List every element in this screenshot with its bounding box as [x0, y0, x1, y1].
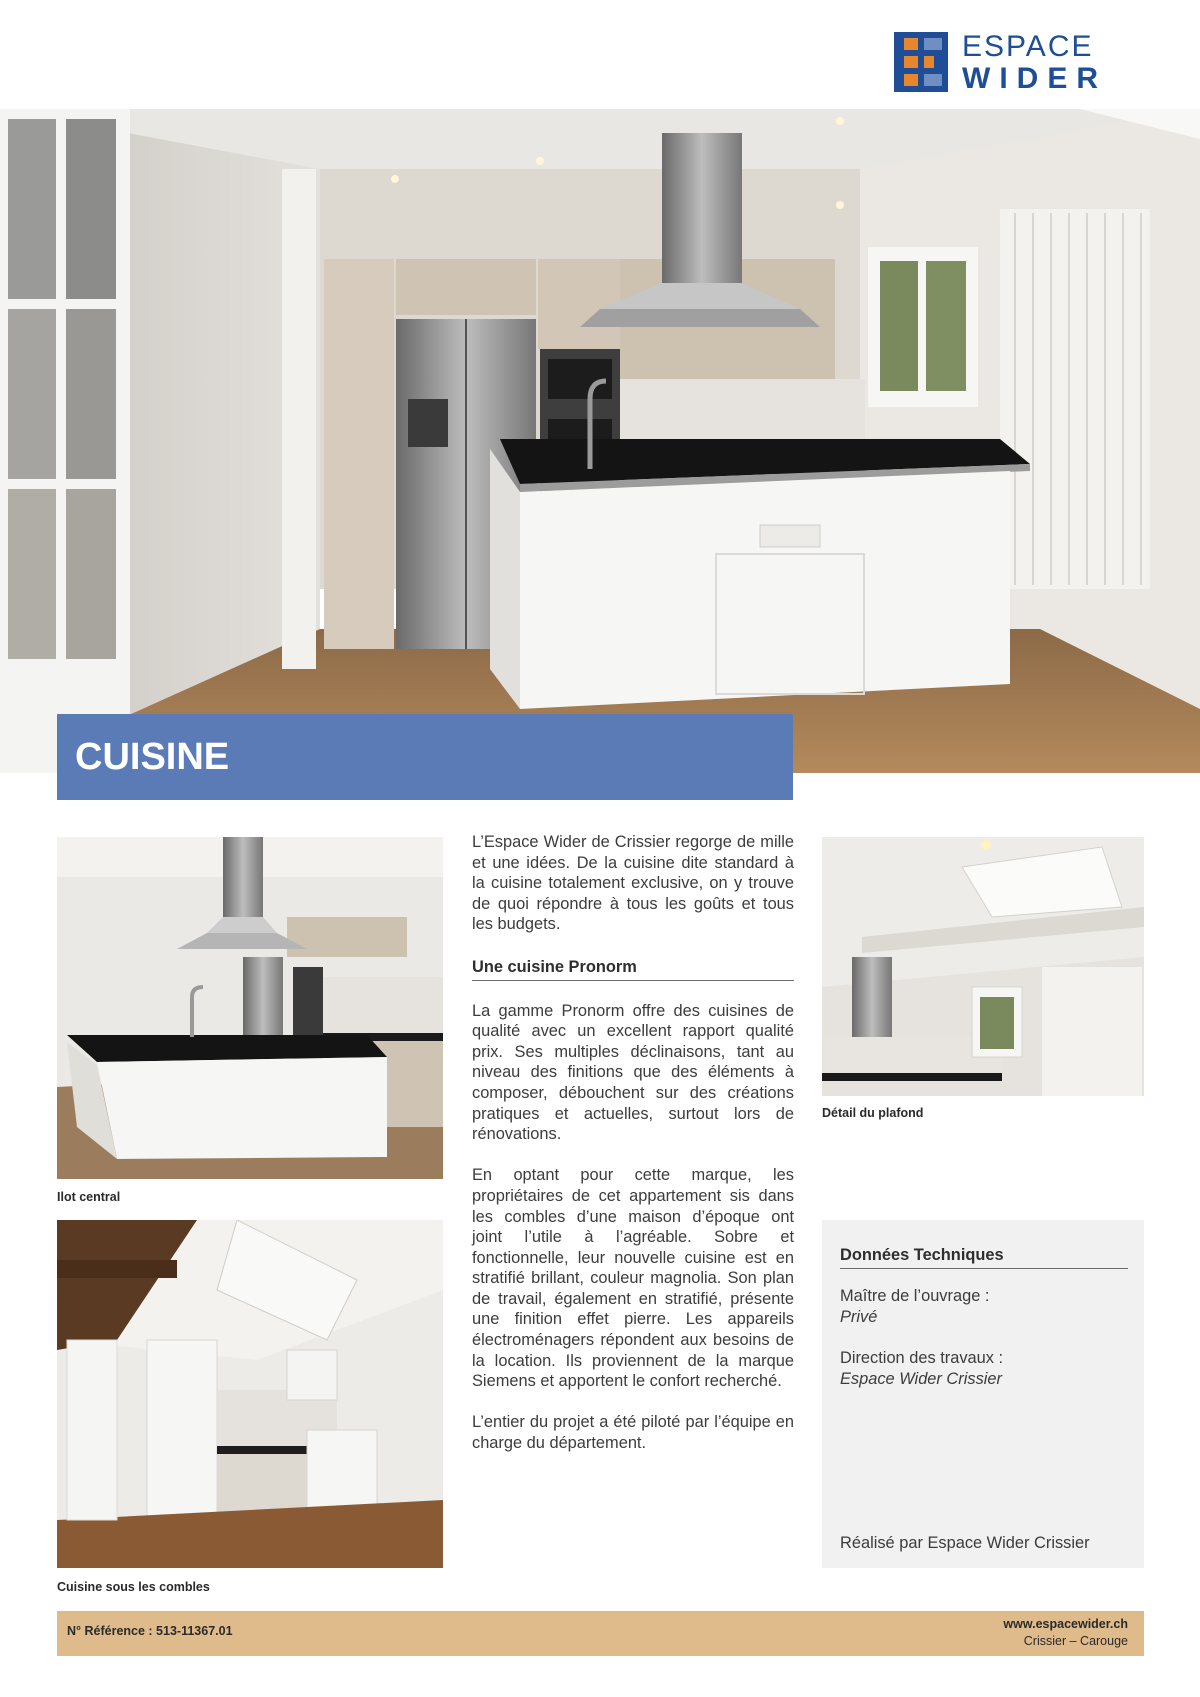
tech-realised-by: Réalisé par Espace Wider Crissier: [840, 1534, 1090, 1552]
photo-detail-plafond: [822, 837, 1144, 1096]
tech-direction: [840, 1348, 1003, 1389]
technical-data-box: [822, 1220, 1144, 1568]
title-banner: [57, 714, 793, 800]
locations: Crissier – Carouge: [1023, 1634, 1128, 1648]
tech-heading: Données Techniques: [840, 1246, 1128, 1269]
caption-ilot-central: Ilot central: [57, 1190, 121, 1204]
tech-owner-label: Maître de l’ouvrage :: [840, 1287, 990, 1305]
attic-kitchen-photo-icon: [57, 1220, 443, 1568]
paragraph-1: La gamme Pronorm offre des cuisines de qualité avec un excellent rapport qualité prix. Ses multiples déclinaisons, tant au niveau des finitions que des éléments à composer, débouchent sur des créations pratiques et actuelles, surtout lors de rénovations.: [472, 1001, 794, 1144]
paragraph-2: En optant pour cette marque, les propriétaires de cet appartement sis dans les combles d’une maison d’époque ont joint l’utile à l’agréable. Sobre et fonctionnelle, leur nouvelle cuisine est en stratifié brillant, couleur magnolia. Son plan de travail, également en stratifié, présente une finition effet pierre. Les appareils électroménagers répondent aux besoins de la location. Ils proviennent de la marque Siemens et apportent le confort recherché.: [472, 1166, 794, 1391]
caption-cuisine-combles: Cuisine sous les combles: [57, 1580, 210, 1594]
caption-detail-plafond: Détail du plafond: [822, 1106, 924, 1120]
intro-paragraph: L’Espace Wider de Crissier regorge de mille et une idées. De la cuisine dite standard à la cuisine totalement exclusive, on y trouve de quoi répondre à tous les goûts et tous les budgets.: [472, 833, 794, 934]
section-heading: Une cuisine Pronorm: [472, 956, 794, 981]
kitchen-photo-icon: [0, 109, 1200, 773]
logo-wordmark: [962, 32, 1107, 94]
paragraph-3: L’entier du projet a été piloté par l’équipe en charge du département.: [472, 1413, 794, 1453]
kitchen-island-photo-icon: [57, 837, 443, 1179]
photo-cuisine-combles: [57, 1220, 443, 1568]
logo-line-espace: ESPACE: [962, 30, 1094, 63]
page-title: CUISINE: [75, 736, 230, 778]
hero-kitchen-photo: [0, 109, 1200, 773]
website-link[interactable]: www.espacewider.ch: [1003, 1617, 1128, 1631]
tech-direction-value: Espace Wider Crissier: [840, 1369, 1002, 1388]
logo-line-wider: WIDER: [962, 62, 1107, 95]
tech-owner-value: Privé: [840, 1307, 878, 1326]
photo-ilot-central: [57, 837, 443, 1179]
page-footer: [57, 1611, 1144, 1656]
logo-mark-icon: [894, 32, 948, 92]
tech-owner: [840, 1286, 989, 1327]
tech-direction-label: Direction des travaux :: [840, 1349, 1004, 1367]
reference-number: N° Référence : 513-11367.01: [67, 1624, 233, 1638]
article-text: [472, 832, 794, 1474]
espace-wider-logo: [894, 32, 1144, 94]
ceiling-detail-photo-icon: [822, 837, 1144, 1096]
